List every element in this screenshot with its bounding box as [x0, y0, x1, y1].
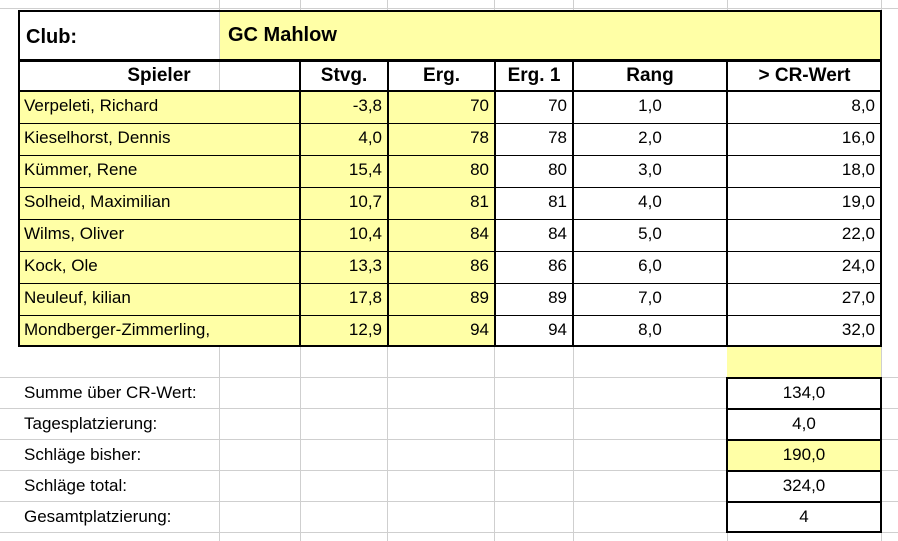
- header-cr-wert[interactable]: > CR-Wert: [758, 65, 851, 86]
- cell-spieler[interactable]: Neuleuf, kilian: [24, 288, 131, 307]
- cell-stvg[interactable]: 10,4: [348, 224, 382, 243]
- cell-cr-wert[interactable]: 22,0: [841, 224, 875, 243]
- cell-stvg[interactable]: 12,9: [348, 320, 382, 339]
- cell-erg[interactable]: 89: [470, 288, 489, 307]
- cell-cr-wert[interactable]: 27,0: [841, 288, 875, 307]
- cell-erg1[interactable]: 86: [548, 256, 567, 275]
- header-stvg[interactable]: Stvg.: [320, 65, 368, 86]
- summary-value[interactable]: 4,0: [792, 414, 816, 433]
- cell-rang[interactable]: 8,0: [638, 320, 662, 339]
- cell-erg1[interactable]: 70: [548, 96, 567, 115]
- summary-value[interactable]: 190,0: [782, 445, 826, 464]
- header-spieler[interactable]: Spieler: [127, 65, 191, 86]
- cell-rang[interactable]: 6,0: [638, 256, 662, 275]
- empty-highlight-fill: [727, 346, 881, 377]
- cell-cr-wert[interactable]: 24,0: [841, 256, 875, 275]
- summary-label[interactable]: Gesamtplatzierung:: [24, 507, 172, 526]
- club-label-cell[interactable]: [18, 10, 220, 61]
- summary-label[interactable]: Schläge total:: [24, 476, 128, 495]
- cell-erg[interactable]: 84: [470, 224, 489, 243]
- cell-stvg[interactable]: 13,3: [348, 256, 382, 275]
- cell-erg1[interactable]: 78: [548, 128, 567, 147]
- cell-erg1[interactable]: 81: [548, 192, 567, 211]
- summary-label[interactable]: Tagesplatzierung:: [24, 414, 158, 433]
- summary-label[interactable]: Summe über CR-Wert:: [24, 383, 197, 402]
- cell-stvg[interactable]: 15,4: [348, 160, 382, 179]
- cell-erg1[interactable]: 84: [548, 224, 567, 243]
- cell-erg[interactable]: 78: [470, 128, 489, 147]
- summary-value-frame: [726, 377, 882, 533]
- cell-cr-wert[interactable]: 32,0: [841, 320, 875, 339]
- cell-stvg[interactable]: 10,7: [348, 192, 382, 211]
- cell-rang[interactable]: 5,0: [638, 224, 662, 243]
- summary-value[interactable]: 324,0: [782, 476, 826, 495]
- cell-spieler[interactable]: Solheid, Maximilian: [24, 192, 171, 211]
- cell-spieler[interactable]: Wilms, Oliver: [24, 224, 125, 243]
- cell-erg[interactable]: 80: [470, 160, 489, 179]
- cell-cr-wert[interactable]: 16,0: [841, 128, 875, 147]
- cell-spieler[interactable]: Kock, Ole: [24, 256, 98, 275]
- header-rang[interactable]: Rang: [626, 65, 674, 86]
- summary-value[interactable]: 134,0: [782, 383, 826, 402]
- cell-erg[interactable]: 86: [470, 256, 489, 275]
- cell-rang[interactable]: 7,0: [638, 288, 662, 307]
- cell-spieler[interactable]: Mondberger-Zimmerling,: [24, 320, 211, 339]
- cell-rang[interactable]: 1,0: [638, 96, 662, 115]
- cell-spieler[interactable]: Kieselhorst, Dennis: [24, 128, 171, 147]
- cell-stvg[interactable]: 17,8: [348, 288, 382, 307]
- cell-cr-wert[interactable]: 19,0: [841, 192, 875, 211]
- cell-spieler[interactable]: Verpeleti, Richard: [24, 96, 159, 115]
- cell-cr-wert[interactable]: 18,0: [841, 160, 875, 179]
- summary-label[interactable]: Schläge bisher:: [24, 445, 142, 464]
- cell-erg[interactable]: 70: [470, 96, 489, 115]
- header-erg[interactable]: Erg.: [423, 65, 460, 86]
- cell-stvg[interactable]: -3,8: [352, 96, 382, 115]
- cell-erg[interactable]: 81: [470, 192, 489, 211]
- header-erg1[interactable]: Erg. 1: [507, 65, 561, 86]
- summary-value[interactable]: 4: [799, 507, 809, 526]
- cell-stvg[interactable]: 4,0: [358, 128, 382, 147]
- cell-erg1[interactable]: 89: [548, 288, 567, 307]
- cell-spieler[interactable]: Kümmer, Rene: [24, 160, 138, 179]
- cell-cr-wert[interactable]: 8,0: [851, 96, 875, 115]
- club-label: Club:: [26, 26, 78, 48]
- club-name: GC Mahlow: [228, 24, 337, 46]
- cell-erg1[interactable]: 94: [548, 320, 567, 339]
- cell-rang[interactable]: 3,0: [638, 160, 662, 179]
- cell-erg[interactable]: 94: [470, 320, 489, 339]
- cell-erg1[interactable]: 80: [548, 160, 567, 179]
- club-name-cell[interactable]: [220, 10, 882, 61]
- cell-rang[interactable]: 2,0: [638, 128, 662, 147]
- cell-rang[interactable]: 4,0: [638, 192, 662, 211]
